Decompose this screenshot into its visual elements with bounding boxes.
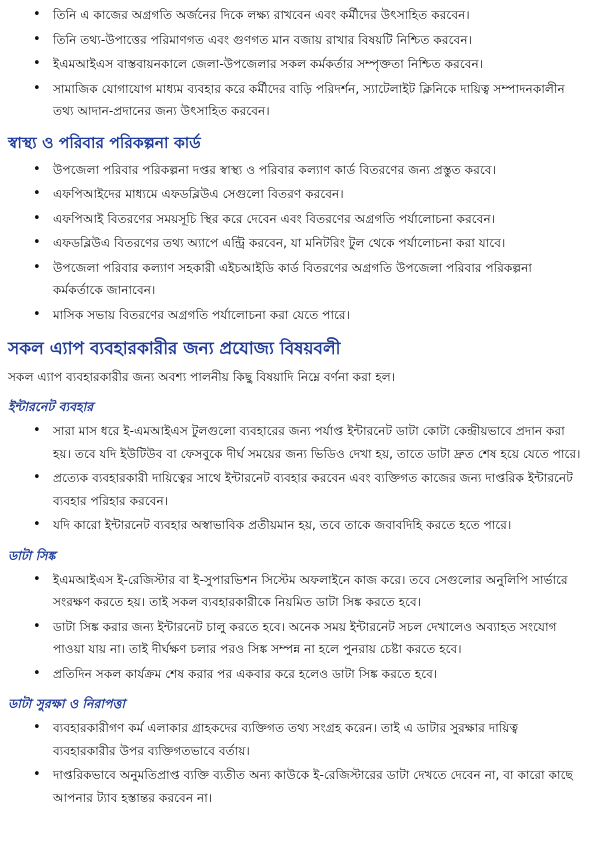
bullet-icon: • bbox=[33, 186, 41, 201]
bullet-icon: • bbox=[33, 571, 41, 587]
bullet-icon: • bbox=[33, 720, 41, 735]
list-item bbox=[0, 78, 593, 123]
subsection-heading-data-sync: ডাটা সিঙ্ক bbox=[8, 547, 56, 563]
bullet-icon: • bbox=[33, 618, 41, 634]
bullet-icon: • bbox=[33, 7, 41, 22]
bullet-icon: • bbox=[33, 423, 41, 438]
list-item bbox=[0, 717, 593, 762]
list-item bbox=[0, 514, 593, 537]
bullet-icon: • bbox=[33, 80, 41, 96]
bullet-icon: • bbox=[33, 56, 41, 71]
list-item-text: তিনি এ কাজের অগ্রগতি অর্জনের দিকে লক্ষ্য রাখবেন এবং কর্মীদের উৎসাহিত করবেন। bbox=[53, 8, 470, 22]
list-item-text: ইএমআইএস ই-রেজিস্টার বা ই-সুপারভিশন সিস্টেম অফলাইনে কাজ করে। তবে সেগুলোর অনুলিপি সার্ভারে সংরক্ষণ করতে হয়। তাই সকল ব্যবহারকারীকে নিয়মিত ডাটা সিঙ্ক করতে হবে। bbox=[53, 572, 568, 609]
list-item-text: ব্যবহারকারীগণ কর্ম এলাকার গ্রাহকদের ব্যক্তিগত তথ্য সংগ্রহ করেন। তাই এ ডাটার সুরক্ষার দায়িত্ব ব্যবহারকারীর উপর ব্যক্তিগতভাবে বর্তায়। bbox=[53, 721, 519, 758]
list-item bbox=[0, 569, 593, 614]
list-item bbox=[0, 53, 593, 76]
list-item-text: ইএমআইএস বাস্তবায়নকালে জেলা-উপজেলার সকল কর্মকর্তার সম্পৃক্ততা নিশ্চিত করবেন। bbox=[53, 57, 484, 71]
subsection-heading-internet: ইন্টারনেট ব্যবহার bbox=[8, 399, 94, 414]
list-item bbox=[0, 467, 593, 512]
section-heading-all-users: সকল এ্যাপ ব্যবহারকারীর জন্য প্রযোজ্য বিষয়বলী bbox=[8, 339, 341, 359]
list-item bbox=[0, 304, 593, 327]
list-item bbox=[0, 616, 593, 661]
list-item-text: উপজেলা পরিবার কল্যাণ সহকারী এইচআইডি কার্ড বিতরণের অগ্রগতি উপজেলা পরিবার পরিকল্পনা কর্মকর্তাকে জানাবেন। bbox=[53, 260, 532, 297]
bullet-icon: • bbox=[33, 306, 41, 322]
list-item-text: এফপিআইদের মাধ্যমে এফডব্লিউএ সেগুলো বিতরণ করবেন। bbox=[53, 187, 344, 201]
list-item-text: সারা মাস ধরে ই-এমআইএস টুলগুলো ব্যবহারের জন্য পর্যাপ্ত ইন্টারনেট ডাটা কোটা কেন্দ্রীয়ভাবে প্রদান করা হয়। তবে যদি ইউটিউব বা ফেসবুকে দীর্ঘ সময়ের জন্য ভিডিও দেখা হয়, তাতে ডাটা দ্রুত শেষ হয়ে যেতে পারে। bbox=[53, 424, 581, 461]
list-item-text: প্রতিদিন সকল কার্যক্রম শেষ করার পর একবার করে হলেও ডাটা সিঙ্ক করতে হবে। bbox=[53, 666, 438, 681]
bullet-icon: • bbox=[33, 517, 41, 532]
list-item bbox=[0, 764, 593, 809]
list-item bbox=[0, 208, 593, 231]
list-item bbox=[0, 29, 593, 52]
data-security-bullet-list bbox=[0, 717, 593, 809]
bullet-icon: • bbox=[33, 767, 41, 782]
section-heading-health-card: স্বাস্থ্য ও পরিবার পরিকল্পনা কার্ড bbox=[8, 133, 201, 152]
list-item-text: দাপ্তরিকভাবে অনুমতিপ্রাপ্ত ব্যক্তি ব্যতীত অন্য কাউকে ই-রেজিস্টারের ডাটা দেখতে দেবেন না, বা কারো কাছে আপনার ট্যাব হস্তান্তর করবেন না। bbox=[53, 768, 573, 805]
data-sync-bullet-list bbox=[0, 569, 593, 686]
list-item-text: যদি কারো ইন্টারনেট ব্যবহার অস্বাভাবিক প্রতীয়মান হয়, তবে তাকে জবাবদিহি করতে হতে পারে। bbox=[53, 518, 512, 532]
list-item bbox=[0, 183, 593, 206]
list-item-text: এফডব্লিউএ বিতরণের তথ্য অ্যাপে এন্ট্রি করবেন, যা মনিটরিং টুল থেকে পর্যালোচনা করা যাবে। bbox=[53, 236, 506, 250]
bullet-icon: • bbox=[33, 470, 41, 485]
internet-bullet-list bbox=[0, 420, 593, 537]
section-intro: সকল এ্যাপ ব্যবহারকারীর জন্য অবশ্য পালনীয় কিছু বিষয়াদি নিম্নে বর্ণনা করা হল। bbox=[8, 370, 396, 384]
list-item-text: এফপিআই বিতরণের সময়সূচি স্থির করে দেবেন এবং বিতরণের অগ্রগতি পর্যালোচনা করবেন। bbox=[53, 211, 496, 226]
bullet-icon: • bbox=[33, 235, 41, 250]
list-item bbox=[0, 232, 593, 255]
health-card-bullet-list bbox=[0, 159, 593, 327]
list-item bbox=[0, 420, 593, 465]
bullet-icon: • bbox=[33, 210, 41, 226]
list-item-text: তিনি তথ্য-উপাত্তের পরিমাণগত এবং গুণগত মান বজায় রাখার বিষয়টি নিশ্চিত করবেন। bbox=[53, 32, 472, 47]
top-bullet-list bbox=[0, 4, 593, 123]
list-item-text: সামাজিক যোগাযোগ মাধ্যম ব্যবহার করে কর্মীদের বাড়ি পরিদর্শন, স্যাটেলাইট ক্লিনিকে দায়িত্ব সম্পাদনকালীন তথ্য আদান-প্রদানের জন্য উৎসাহিত করবেন। bbox=[53, 81, 565, 118]
bullet-icon: • bbox=[33, 161, 41, 177]
bullet-icon: • bbox=[33, 259, 41, 275]
list-item bbox=[0, 159, 593, 182]
list-item bbox=[0, 257, 593, 302]
bullet-icon: • bbox=[33, 665, 41, 681]
list-item bbox=[0, 663, 593, 686]
list-item bbox=[0, 4, 593, 27]
list-item-text: উপজেলা পরিবার পরিকল্পনা দপ্তর স্বাস্থ্য ও পরিবার কল্যাণ কার্ড বিতরণের জন্য প্রস্তুত করবে। bbox=[53, 162, 496, 177]
list-item-text: ডাটা সিঙ্ক করার জন্য ইন্টারনেট চালু করতে হবে। অনেক সময় ইন্টারনেট সচল দেখালেও অব্যাহত সংযোগ পাওয়া যায় না। তাই দীর্ঘক্ষণ চলার পরও সিঙ্ক সম্পন্ন না হলে পুনরায় চেষ্টা করতে হবে। bbox=[53, 619, 557, 656]
subsection-heading-data-security: ডাটা সুরক্ষা ও নিরাপত্তা bbox=[8, 696, 125, 711]
list-item-text: প্রত্যেক ব্যবহারকারী দায়িত্বের সাথে ইন্টারনেট ব্যবহার করবেন এবং ব্যক্তিগত কাজের জন্য দাপ্তরিক ইন্টারনেট ব্যবহার পরিহার করবেন। bbox=[53, 471, 573, 508]
list-item-text: মাসিক সভায় বিতরণের অগ্রগতি পর্যালোচনা করা যেতে পারে। bbox=[53, 307, 350, 322]
bullet-icon: • bbox=[33, 31, 41, 47]
